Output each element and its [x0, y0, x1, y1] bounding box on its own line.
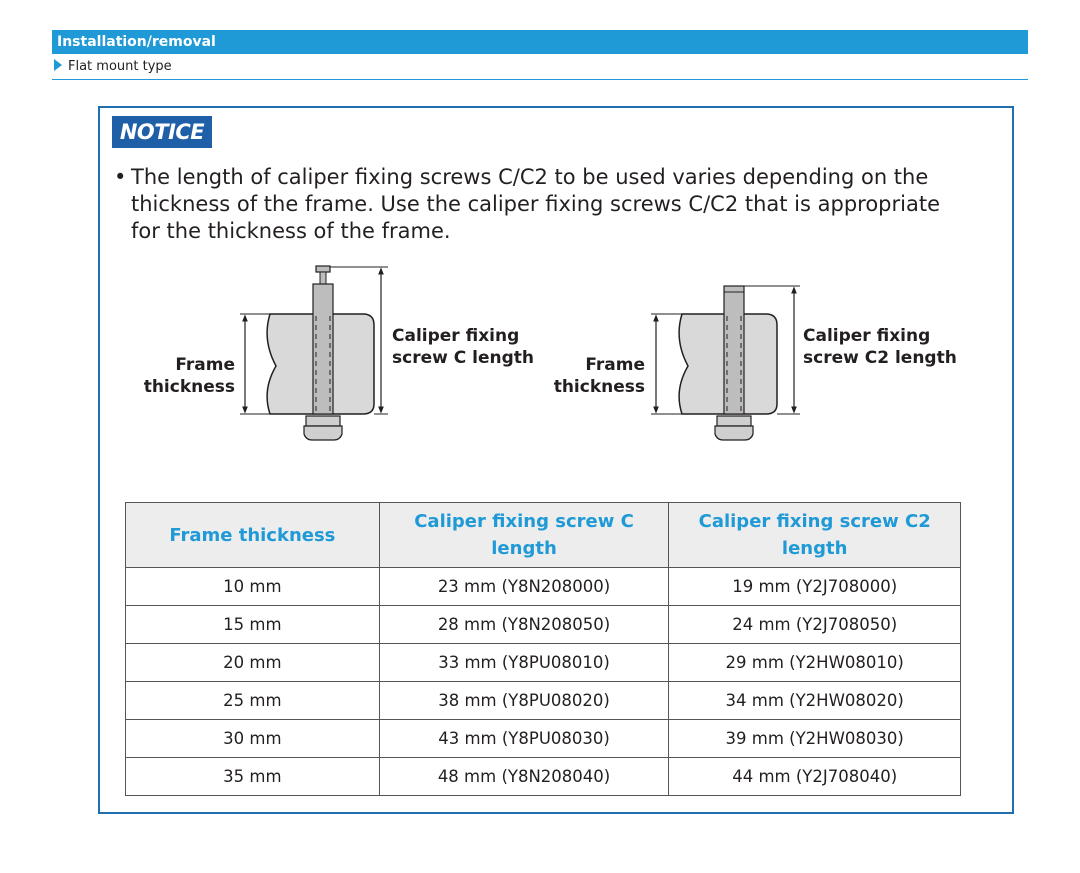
- notice-text: The length of caliper fixing screws C/C2 to be used varies depending on the thickness of the frame. Use the caliper fixing screws C/C2 that is appropriate for the thickness of the frame.: [131, 165, 940, 243]
- cell-frame-thickness: 25 mm: [126, 682, 380, 720]
- diagram-right: [651, 286, 800, 440]
- left-frame-thickness-label: Frame thickness: [143, 355, 235, 397]
- header-screw-c-length: Caliper fixing screw C length: [379, 503, 669, 568]
- screw-length-table: [125, 502, 961, 796]
- cell-frame-thickness: 15 mm: [126, 606, 380, 644]
- header-frame-thickness: Frame thickness: [126, 503, 380, 568]
- diagram-left: [240, 266, 388, 440]
- bullet-icon: •: [114, 165, 127, 189]
- right-frame-thickness-label: Frame thickness: [553, 355, 645, 397]
- table-row: [126, 758, 961, 796]
- cell-screw-c2: 19 mm (Y2J708000): [669, 568, 961, 606]
- cell-screw-c: 38 mm (Y8PU08020): [379, 682, 669, 720]
- cell-frame-thickness: 35 mm: [126, 758, 380, 796]
- table-row: [126, 720, 961, 758]
- table-row: [126, 682, 961, 720]
- left-screw-length-label: Caliper fixing screw C length: [392, 326, 534, 368]
- cell-frame-thickness: 10 mm: [126, 568, 380, 606]
- cell-screw-c2: 39 mm (Y2HW08030): [669, 720, 961, 758]
- cell-screw-c2: 34 mm (Y2HW08020): [669, 682, 961, 720]
- cell-screw-c2: 24 mm (Y2J708050): [669, 606, 961, 644]
- cell-frame-thickness: 20 mm: [126, 644, 380, 682]
- cell-screw-c: 43 mm (Y8PU08030): [379, 720, 669, 758]
- subsection-title: Flat mount type: [68, 59, 172, 74]
- cell-screw-c: 33 mm (Y8PU08010): [379, 644, 669, 682]
- header-screw-c2-length: Caliper fixing screw C2 length: [669, 503, 961, 568]
- table-row: [126, 644, 961, 682]
- right-screw-length-label: Caliper fixing screw C2 length: [803, 326, 957, 368]
- cell-screw-c2: 44 mm (Y2J708040): [669, 758, 961, 796]
- table-row: [126, 568, 961, 606]
- cell-frame-thickness: 30 mm: [126, 720, 380, 758]
- cell-screw-c2: 29 mm (Y2HW08010): [669, 644, 961, 682]
- cell-screw-c: 28 mm (Y8N208050): [379, 606, 669, 644]
- notice-label: NOTICE: [112, 116, 212, 148]
- table-header-row: [126, 503, 961, 568]
- cell-screw-c: 48 mm (Y8N208040): [379, 758, 669, 796]
- table-row: [126, 606, 961, 644]
- section-title: Installation/removal: [57, 34, 216, 50]
- cell-screw-c: 23 mm (Y8N208000): [379, 568, 669, 606]
